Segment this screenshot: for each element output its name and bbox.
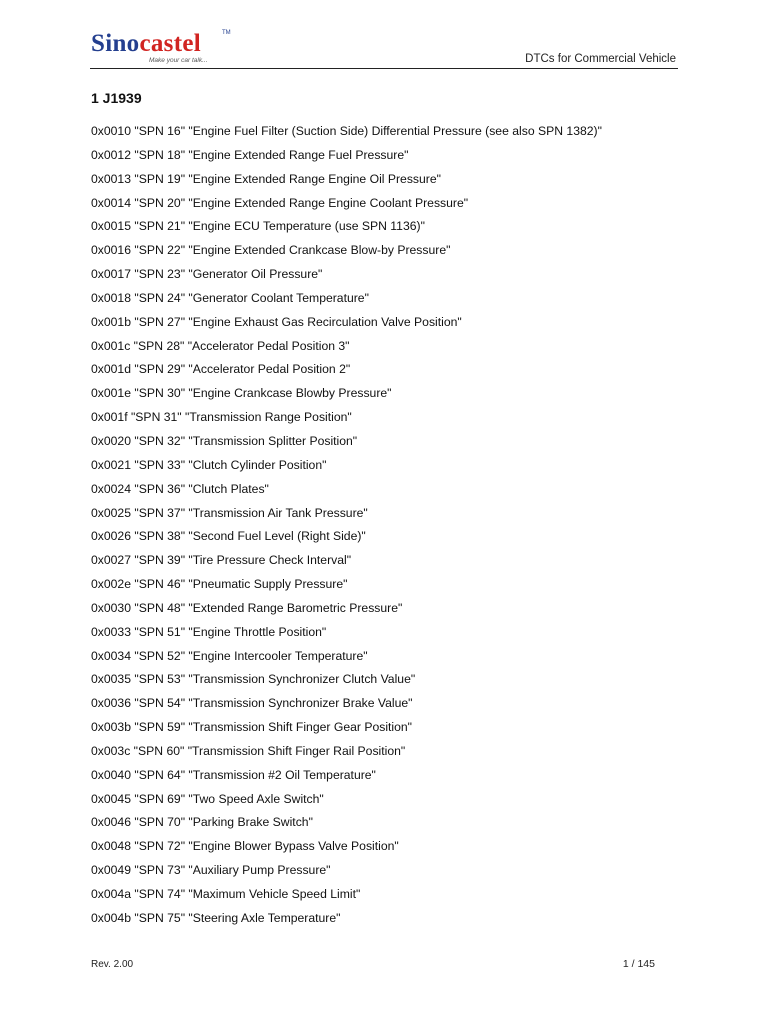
- dtc-entry: 0x001d "SPN 29" "Accelerator Pedal Position 2": [91, 362, 351, 377]
- sinocastel-logo: [91, 30, 231, 64]
- dtc-entry: 0x0020 "SPN 32" "Transmission Splitter Position": [91, 433, 358, 448]
- dtc-entry: 0x0033 "SPN 51" "Engine Throttle Position": [91, 624, 327, 639]
- dtc-entry: 0x004b "SPN 75" "Steering Axle Temperature": [91, 910, 341, 925]
- logo-wordmark: [91, 30, 201, 58]
- dtc-entry: 0x003c "SPN 60" "Transmission Shift Finger Rail Position": [91, 743, 406, 758]
- dtc-entry: 0x0046 "SPN 70" "Parking Brake Switch": [91, 815, 313, 830]
- dtc-entry: 0x0015 "SPN 21" "Engine ECU Temperature (use SPN 1136)": [91, 219, 425, 234]
- dtc-entry: 0x0036 "SPN 54" "Transmission Synchronizer Brake Value": [91, 696, 413, 711]
- dtc-entry: 0x0049 "SPN 73" "Auxiliary Pump Pressure": [91, 863, 331, 878]
- dtc-entry: 0x001e "SPN 30" "Engine Crankcase Blowby Pressure": [91, 386, 392, 401]
- header-title: DTCs for Commercial Vehicle: [525, 53, 676, 65]
- dtc-entry: 0x0013 "SPN 19" "Engine Extended Range Engine Oil Pressure": [91, 171, 441, 186]
- logo-tagline: Make your car talk...: [149, 57, 208, 64]
- dtc-entry: 0x0040 "SPN 64" "Transmission #2 Oil Temperature": [91, 767, 376, 782]
- dtc-entry: 0x0048 "SPN 72" "Engine Blower Bypass Valve Position": [91, 839, 399, 854]
- logo-trademark: TM: [222, 30, 231, 36]
- dtc-entry: 0x0035 "SPN 53" "Transmission Synchronizer Clutch Value": [91, 672, 416, 687]
- dtc-entry: 0x0045 "SPN 69" "Two Speed Axle Switch": [91, 791, 324, 806]
- dtc-entry: 0x0024 "SPN 36" "Clutch Plates": [91, 481, 269, 496]
- dtc-list: [91, 120, 602, 931]
- logo-wordmark-part1: Sino: [91, 30, 140, 57]
- header-divider: [90, 68, 678, 69]
- dtc-entry: 0x0010 "SPN 16" "Engine Fuel Filter (Suction Side) Differential Pressure (see also SPN 1382)": [91, 124, 602, 138]
- dtc-entry: 0x001f "SPN 31" "Transmission Range Position": [91, 410, 352, 425]
- dtc-entry: 0x002e "SPN 46" "Pneumatic Supply Pressure": [91, 577, 348, 592]
- footer-page-number: 1 / 145: [622, 958, 655, 970]
- dtc-entry: 0x003b "SPN 59" "Transmission Shift Finger Gear Position": [91, 720, 413, 735]
- dtc-entry: 0x0026 "SPN 38" "Second Fuel Level (Right Side)": [91, 529, 366, 544]
- footer-revision: Rev. 2.00: [91, 959, 134, 970]
- dtc-entry: 0x004a "SPN 74" "Maximum Vehicle Speed Limit": [91, 887, 361, 901]
- dtc-entry: 0x001b "SPN 27" "Engine Exhaust Gas Recirculation Valve Position": [91, 314, 462, 329]
- dtc-entry: 0x0012 "SPN 18" "Engine Extended Range Fuel Pressure": [91, 147, 409, 162]
- dtc-entry: 0x0030 "SPN 48" "Extended Range Barometric Pressure": [91, 600, 403, 615]
- dtc-entry: 0x0034 "SPN 52" "Engine Intercooler Temperature": [91, 648, 368, 663]
- dtc-entry: 0x0025 "SPN 37" "Transmission Air Tank Pressure": [91, 505, 368, 520]
- dtc-entry: 0x0018 "SPN 24" "Generator Coolant Temperature": [91, 290, 369, 305]
- dtc-entry: 0x0014 "SPN 20" "Engine Extended Range Engine Coolant Pressure": [91, 195, 469, 210]
- dtc-entry: 0x0017 "SPN 23" "Generator Oil Pressure": [91, 267, 323, 282]
- dtc-entry: 0x0027 "SPN 39" "Tire Pressure Check Interval": [91, 553, 352, 568]
- dtc-entry: 0x0021 "SPN 33" "Clutch Cylinder Position": [91, 457, 327, 472]
- dtc-entry: 0x001c "SPN 28" "Accelerator Pedal Position 3": [91, 338, 350, 353]
- dtc-entry: 0x0016 "SPN 22" "Engine Extended Crankcase Blow-by Pressure": [91, 243, 451, 258]
- section-heading: 1 J1939: [91, 90, 142, 106]
- logo-wordmark-part2: castel: [139, 30, 201, 57]
